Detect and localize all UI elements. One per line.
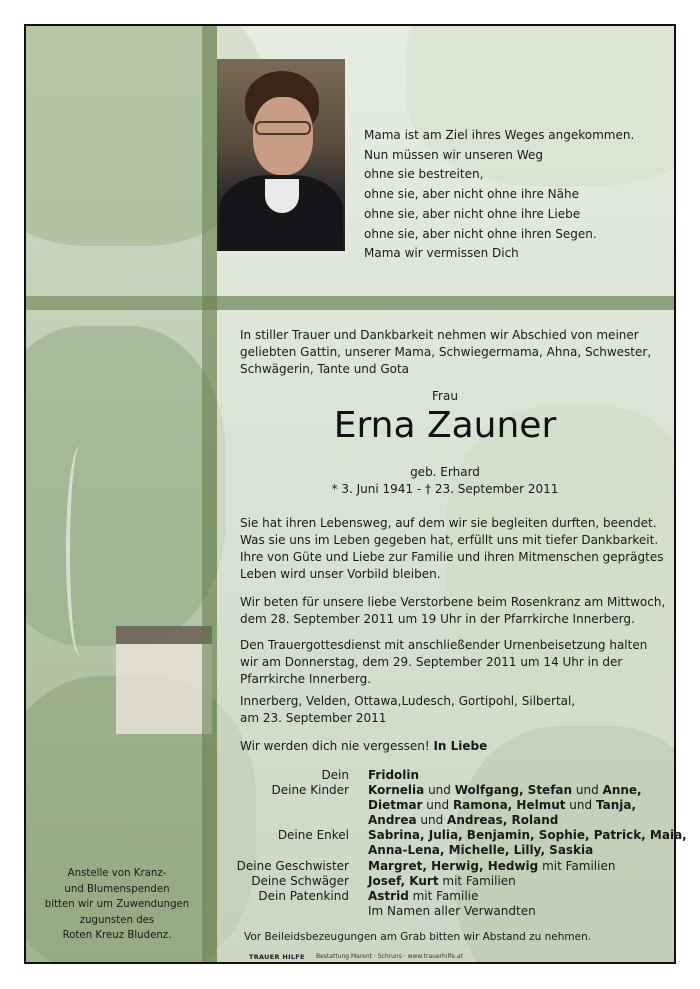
paragraph-funeral: [240, 637, 647, 688]
poem-line: Mama wir vermissen Dich: [364, 246, 519, 261]
donation-line: Roten Kreuz Bludenz.: [62, 930, 172, 942]
closing-note: Vor Beileidsbezeugungen am Grab bitten wir Abstand zu nehmen.: [244, 931, 592, 943]
paragraph-line: Leben wird unser Vorbild bleiben.: [240, 567, 441, 581]
family-verwandte: Im Namen aller Verwandten: [368, 904, 536, 918]
farewell-line: [240, 738, 487, 755]
paragraph-line: Den Trauergottesdienst mit anschließender Urnenbeisetzung halten: [240, 638, 648, 652]
places-date: [240, 693, 575, 727]
poem: [364, 126, 634, 264]
deceased-name: Erna Zauner: [333, 405, 557, 446]
family-label-geschwister: Deine Geschwister: [236, 859, 349, 873]
farewell-text: Wir werden dich nie vergessen!: [240, 739, 430, 753]
places-line: Innerberg, Velden, Ottawa,Ludesch, Gortipohl, Silbertal,: [240, 694, 576, 708]
farewell-bold: In Liebe: [433, 739, 488, 753]
date-line: am 23. September 2011: [240, 711, 387, 725]
paragraph-line: Pfarrkirche Innerberg.: [240, 672, 372, 686]
portrait-glasses: [255, 121, 311, 135]
family-enkel-line: Sabrina, Julia, Benjamin, Sophie, Patrick, Maia,: [368, 828, 687, 842]
family-kinder-line: Kornelia und Wolfgang, Stefan und Anne,: [368, 783, 642, 797]
paragraph-line: wir am Donnerstag, dem 29. September 2011 um 14 Uhr in der: [240, 655, 623, 669]
family-patenkind: Astrid mit Familie: [368, 889, 479, 903]
birth-name: geb. Erhard: [410, 465, 480, 479]
birth-info: [240, 464, 650, 498]
family-kinder-line: Dietmar und Ramona, Helmut und Tanja,: [368, 798, 637, 812]
poem-line: ohne sie, aber nicht ohne ihre Nähe: [364, 187, 579, 202]
intro-line: geliebten Gattin, unserer Mama, Schwiegermama, Ahna, Schwester,: [240, 345, 652, 359]
background-forest: [24, 326, 226, 646]
paragraph-rosary: [240, 594, 665, 628]
cross-horizontal-bar: [26, 296, 676, 310]
family-kinder-line: Andrea und Andreas, Roland: [368, 813, 559, 827]
paragraph-line: Ihre von Güte und Liebe zur Familie und ihren Mitmenschen geprägtes: [240, 550, 664, 564]
poem-line: ohne sie, aber nicht ohne ihren Segen.: [364, 226, 597, 241]
family-label-dein: Dein: [321, 768, 349, 782]
family-geschwister: Margret, Herwig, Hedwig mit Familien: [368, 859, 616, 873]
paragraph-line: Sie hat ihren Lebensweg, auf dem wir sie begleiten durften, beendet.: [240, 516, 657, 530]
paragraph-line: dem 28. September 2011 um 19 Uhr in der Pfarrkirche Innerberg.: [240, 612, 635, 626]
life-dates: * 3. Juni 1941 - † 23. September 2011: [331, 482, 559, 496]
trauerhilfe-logo: TRAUER HILFE: [249, 953, 305, 961]
family-label-kinder: Deine Kinder: [271, 783, 349, 797]
paragraph-line: Wir beten für unsere liebe Verstorbene beim Rosenkranz am Mittwoch,: [240, 595, 666, 609]
poem-line: ohne sie bestreiten,: [364, 167, 484, 182]
family-schwaeger: Josef, Kurt mit Familien: [368, 874, 516, 888]
portrait-face: [253, 97, 313, 175]
family-label-patenkind: Dein Patenkind: [258, 889, 349, 903]
donation-line: zugunsten des: [79, 914, 155, 926]
family-enkel-line: Anna-Lena, Michelle, Lilly, Saskia: [368, 843, 594, 857]
background-house: [116, 626, 212, 734]
family-label-enkel: Deine Enkel: [277, 828, 349, 842]
intro-line: Schwägerin, Tante und Gota: [240, 362, 410, 376]
poem-line: ohne sie, aber nicht ohne ihre Liebe: [364, 206, 581, 221]
donation-line: Anstelle von Kranz-: [67, 868, 167, 879]
family-label-schwaeger: Deine Schwäger: [251, 874, 349, 888]
paragraph-life: [240, 515, 663, 583]
intro-line: In stiller Trauer und Dankbarkeit nehmen wir Abschied von meiner: [240, 328, 639, 342]
paragraph-line: Was sie uns im Leben gegeben hat, erfüllt uns mit tiefer Dankbarkeit.: [240, 533, 659, 547]
family-dein: Fridolin: [368, 768, 420, 782]
donation-line: bitten wir um Zuwendungen: [44, 899, 190, 911]
donation-line: und Blumenspenden: [64, 883, 170, 895]
portrait-collar: [265, 179, 299, 213]
donation-note: [44, 866, 190, 944]
poem-line: Mama ist am Ziel ihres Weges angekommen.: [364, 128, 635, 142]
background-road: [66, 446, 94, 656]
intro-text: [240, 327, 651, 378]
portrait-photo: [217, 59, 345, 251]
cross-vertical-bar: [202, 26, 217, 964]
footer-credit: Bestattung Marent · Schruns · www.trauerhilfe.at: [316, 953, 463, 960]
poem-line: Nun müssen wir unseren Weg: [364, 147, 543, 162]
honorific: Frau: [432, 389, 458, 403]
